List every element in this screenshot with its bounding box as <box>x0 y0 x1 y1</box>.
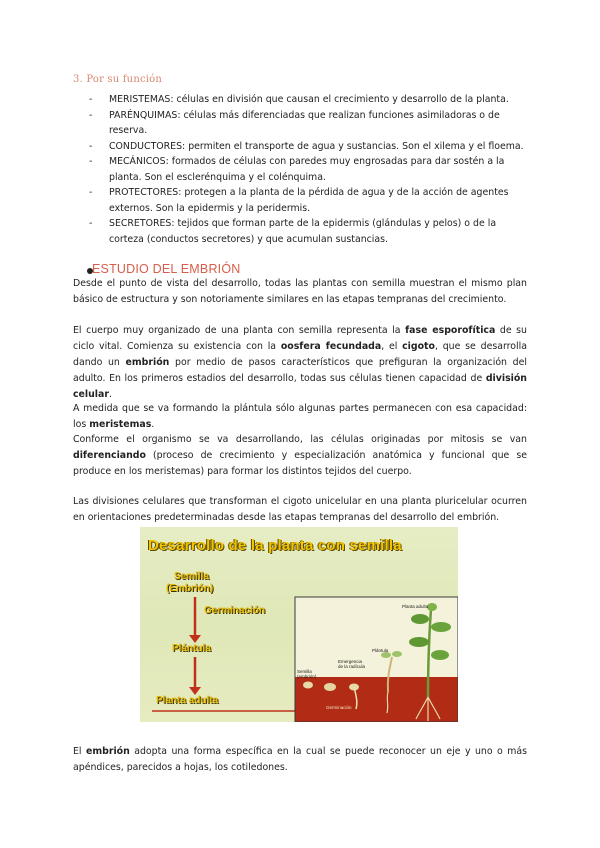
seedling-leaf <box>392 651 402 657</box>
arrow-head <box>189 687 201 695</box>
text-run: por medio de pasos característicos que prefiguran la organización del adulto. En los primeros estadios del desarrollo, todas sus células tienen capacidad de <box>73 357 527 384</box>
section-label: 3. Por su función <box>73 74 163 85</box>
bold-term: cigoto <box>402 341 435 352</box>
list-item: - PROTECTORES: protegen a la planta de la pérdida de agua y de la acción de agentes externos. Son la epidermis y la peridermis. <box>73 185 533 216</box>
text-run: A medida que se va formando la plántula sólo algunas partes permanecen con esa capacidad: los <box>73 403 527 430</box>
text-run: . <box>151 419 155 430</box>
text-run: El <box>73 746 86 757</box>
adult-leaf <box>427 603 437 611</box>
adult-leaf <box>409 637 429 647</box>
bold-term: oosfera fecundada <box>280 341 382 352</box>
text-run: (proceso de crecimiento y especialización anatómica y funcional que se produce en los meristemas) para formar los distintos tejidos del cuerpo. <box>73 450 527 477</box>
adult-leaf <box>431 622 451 632</box>
text-run: El cuerpo muy organizado de una planta con semilla representa la <box>73 325 406 336</box>
bold-term: división celular <box>73 373 527 400</box>
paragraph-5: Las divisiones celulares que transforman el cigoto unicelular en una planta pluricelular ocurren en orientaciones predeterminadas desde las etapas tempranas del desarrollo del embrión. <box>73 496 527 523</box>
seedling-root <box>387 692 388 713</box>
figure-label-plantula: Plántula <box>172 643 211 654</box>
text-run: de su ciclo vital. Comienza su existencia con la <box>73 325 527 352</box>
list-item: - MECÁNICOS: formados de células con paredes muy engrosadas para dar sostén a la planta. Son el esclerénquima y el colénquima. <box>73 154 533 185</box>
bold-term: meristemas <box>89 419 152 430</box>
figure-label-embrion: (Embrión) <box>166 583 214 594</box>
panel-label-germinacion: Germinación <box>326 705 352 710</box>
text-run: , que se desarrolla dando un <box>73 341 527 368</box>
text-run: , el <box>381 341 403 352</box>
adult-leaf <box>431 650 449 660</box>
figure-title: Desarrollo de la planta con semilla <box>148 537 402 554</box>
figure-graphics <box>140 527 458 722</box>
bold-term: embrión <box>85 746 130 757</box>
bold-term: diferenciando <box>73 450 146 461</box>
list-item: - CONDUCTORES: permiten el transporte de agua y sustancias. Son el xilema y el floema. <box>73 139 533 155</box>
figure-label-planta-adulta: Planta adulta <box>156 695 219 706</box>
paragraph-3 <box>73 401 527 433</box>
panel-label-semilla: Semilla (embrión) <box>297 669 317 679</box>
figure-label-germinacion: Germinación <box>204 605 266 616</box>
text-run: adopta una forma específica en la cual se puede reconocer un eje y uno o más apéndices, parecidos a hojas, los cotiledones. <box>73 746 527 773</box>
list-item: - MERISTEMAS: células en división que causan el crecimiento y desarrollo de la planta. <box>73 92 533 108</box>
paragraph-1: Desde el punto de vista del desarrollo, todas las plantas con semilla muestran el mismo plan básico de estructura y son notoriamente similares en las etapas tempranas del crecimiento. <box>73 278 527 305</box>
panel-soil <box>295 677 458 722</box>
seed-shape <box>324 683 336 691</box>
panel-label-emergencia: Emergencia de la radícula <box>338 659 366 669</box>
bold-term: fase esporofítica <box>405 325 496 336</box>
paragraph-4 <box>73 432 527 480</box>
seed-shape <box>303 682 313 689</box>
panel-label-planta-adulta: Planta adulta <box>402 604 429 609</box>
list-item: - PARÉNQUIMAS: células más diferenciadas que realizan funciones asimiladoras o de reserva. <box>73 108 533 139</box>
panel-label-plantula: Plántula <box>372 648 389 653</box>
bold-term: embrión <box>125 357 170 368</box>
plant-development-figure <box>140 527 458 722</box>
adult-leaf <box>411 614 429 624</box>
text-run: Conforme el organismo se va desarrollando, las células originadas por mitosis se van <box>73 434 527 445</box>
paragraph-2 <box>73 323 527 403</box>
paragraph-6 <box>73 744 527 776</box>
list-item: - SECRETORES: tejidos que forman parte de la epidermis (glándulas y pelos) o de la corteza (conductos secretores) y que acumulan sustancias. <box>73 216 533 247</box>
tissue-list <box>73 92 533 247</box>
arrow-head <box>189 635 201 643</box>
section-heading: ESTUDIO DEL EMBRIÓN <box>92 262 241 276</box>
figure-label-semilla: Semilla <box>174 571 210 582</box>
text-run: . <box>108 389 112 400</box>
